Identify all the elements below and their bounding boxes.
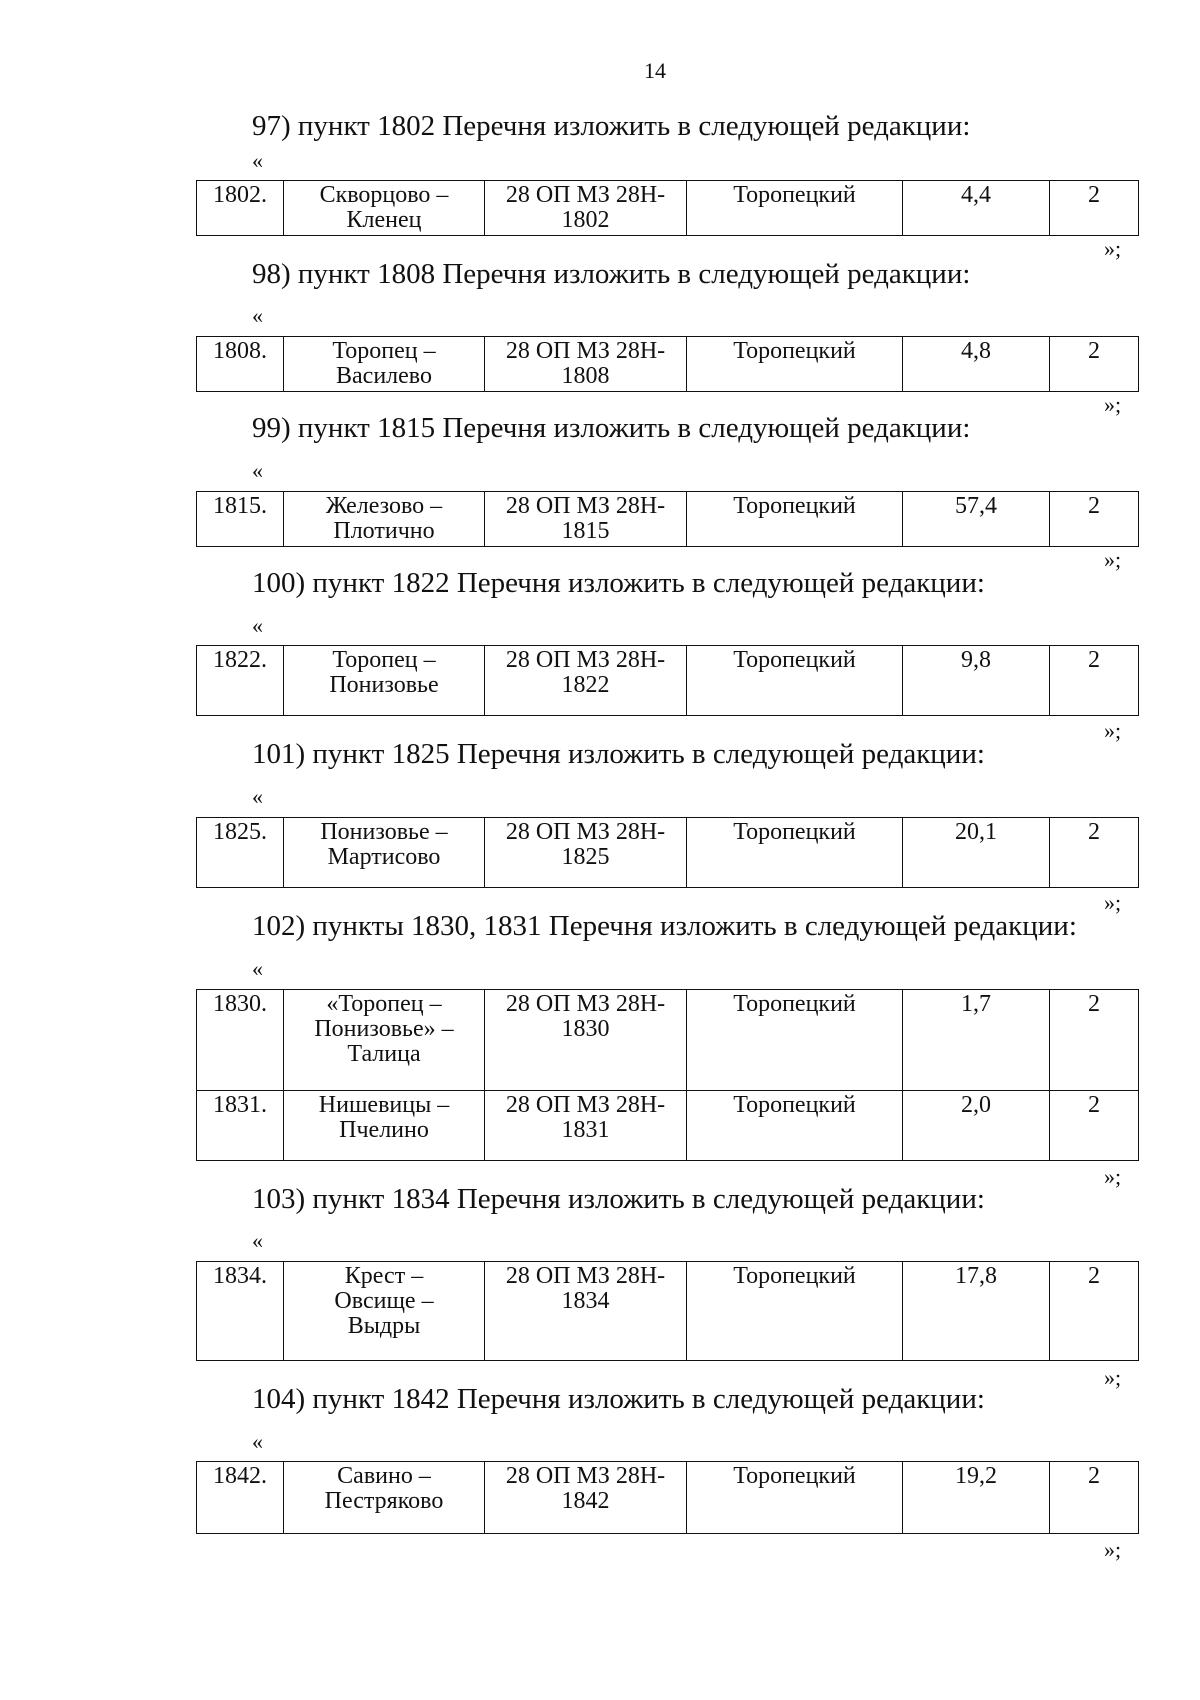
road-code-line: 1830 (561, 1016, 610, 1042)
road-name-line: Скворцово – (319, 182, 449, 208)
item-number-cell: 1825. (197, 818, 284, 888)
item-number-cell: 1802. (197, 181, 284, 236)
category-cell: 2 (1050, 181, 1139, 236)
road-name-line: Плотично (333, 518, 435, 544)
road-code-line: 1808 (561, 363, 610, 389)
amendment-heading: 97) пункт 1802 Перечня изложить в следующей редакции: (252, 110, 971, 142)
road-name-line: «Торопец – (326, 991, 442, 1017)
road-name-line: Крест – (344, 1263, 424, 1289)
category-cell: 2 (1050, 990, 1139, 1091)
closing-quote: »; (1104, 1164, 1122, 1189)
amendment-heading: 98) пункт 1808 Перечня изложить в следующей редакции: (252, 258, 971, 290)
page-number: 14 (644, 58, 666, 83)
entry-table (196, 491, 1139, 547)
category-cell: 2 (1050, 1462, 1139, 1534)
road-code-line: 1831 (561, 1117, 610, 1143)
amendment-heading: 99) пункт 1815 Перечня изложить в следующей редакции: (252, 412, 971, 444)
category-cell: 2 (1050, 818, 1139, 888)
amendment-heading: 103) пункт 1834 Перечня изложить в следующей редакции: (252, 1183, 985, 1215)
road-name-line: Понизовье» – (314, 1016, 454, 1042)
road-name-cell (284, 1091, 485, 1161)
road-code-line: 28 ОП МЗ 28Н- (505, 647, 666, 673)
closing-quote: »; (1104, 392, 1122, 417)
road-name-line: Нишевицы – (318, 1092, 450, 1118)
item-number-cell: 1830. (197, 990, 284, 1091)
closing-quote: »; (1104, 890, 1122, 915)
table-row (197, 990, 1139, 1091)
district-cell: Торопецкий (687, 1091, 903, 1161)
table-row (197, 1262, 1139, 1361)
road-code-line: 28 ОП МЗ 28Н- (505, 493, 666, 519)
opening-quote: « (252, 784, 263, 809)
district-cell: Торопецкий (687, 818, 903, 888)
amendment-heading: 104) пункт 1842 Перечня изложить в следующей редакции: (252, 1383, 985, 1415)
road-code-cell (485, 492, 687, 547)
entry-table (196, 817, 1139, 888)
road-code-line: 28 ОП МЗ 28Н- (505, 1463, 666, 1489)
road-code-line: 28 ОП МЗ 28Н- (505, 819, 666, 845)
road-name-cell (284, 492, 485, 547)
length-cell: 57,4 (903, 492, 1050, 547)
road-code-line: 1834 (561, 1288, 610, 1314)
item-number-cell: 1808. (197, 337, 284, 392)
road-code-line: 28 ОП МЗ 28Н- (505, 991, 666, 1017)
road-code-cell (485, 818, 687, 888)
length-cell: 20,1 (903, 818, 1050, 888)
opening-quote: « (252, 148, 263, 173)
district-cell: Торопецкий (687, 181, 903, 236)
district-cell: Торопецкий (687, 646, 903, 716)
road-name-line: Пестряково (324, 1488, 444, 1514)
district-cell: Торопецкий (687, 1462, 903, 1534)
road-name-cell (284, 646, 485, 716)
category-cell: 2 (1050, 337, 1139, 392)
road-code-line: 1802 (561, 207, 610, 233)
district-cell: Торопецкий (687, 990, 903, 1091)
length-cell: 9,8 (903, 646, 1050, 716)
category-cell: 2 (1050, 1262, 1139, 1361)
length-cell: 1,7 (903, 990, 1050, 1091)
road-name-line: Кленец (346, 207, 422, 233)
road-code-line: 1842 (561, 1488, 610, 1514)
road-code-cell (485, 646, 687, 716)
road-code-cell (485, 1262, 687, 1361)
item-number-cell: 1834. (197, 1262, 284, 1361)
opening-quote: « (252, 613, 263, 638)
item-number-cell: 1822. (197, 646, 284, 716)
road-name-line: Савино – (337, 1463, 431, 1489)
road-name-cell (284, 1262, 485, 1361)
table-row (197, 818, 1139, 888)
opening-quote: « (252, 1228, 263, 1253)
table-row (197, 1091, 1139, 1161)
amendment-heading: 101) пункт 1825 Перечня изложить в следующей редакции: (252, 738, 985, 770)
road-name-line: Овсище – (334, 1288, 434, 1314)
road-code-cell (485, 990, 687, 1091)
road-code-cell (485, 181, 687, 236)
road-name-line: Василево (336, 363, 432, 389)
length-cell: 19,2 (903, 1462, 1050, 1534)
category-cell: 2 (1050, 1091, 1139, 1161)
item-number-cell: 1831. (197, 1091, 284, 1161)
road-code-line: 1825 (561, 844, 610, 870)
road-code-line: 1815 (561, 518, 610, 544)
road-name-line: Талица (347, 1041, 421, 1067)
road-name-line: Торопец – (332, 338, 436, 364)
road-name-cell (284, 818, 485, 888)
table-row (197, 492, 1139, 547)
entry-table (196, 989, 1139, 1161)
category-cell: 2 (1050, 646, 1139, 716)
length-cell: 4,8 (903, 337, 1050, 392)
category-cell: 2 (1050, 492, 1139, 547)
road-code-cell (485, 337, 687, 392)
road-code-line: 28 ОП МЗ 28Н- (505, 338, 666, 364)
road-name-line: Выдры (347, 1313, 421, 1339)
district-cell: Торопецкий (687, 1262, 903, 1361)
length-cell: 2,0 (903, 1091, 1050, 1161)
opening-quote: « (252, 303, 263, 328)
road-code-line: 28 ОП МЗ 28Н- (505, 182, 666, 208)
road-name-cell (284, 337, 485, 392)
item-number-cell: 1815. (197, 492, 284, 547)
road-name-line: Мартисово (327, 844, 441, 870)
road-name-line: Железово – (325, 493, 443, 519)
district-cell: Торопецкий (687, 337, 903, 392)
road-code-line: 1822 (561, 672, 610, 698)
entry-table (196, 1261, 1139, 1361)
opening-quote: « (252, 956, 263, 981)
opening-quote: « (252, 458, 263, 483)
road-name-cell (284, 1462, 485, 1534)
entry-table (196, 336, 1139, 392)
amendment-heading: 102) пункты 1830, 1831 Перечня изложить в следующей редакции: (252, 910, 1077, 942)
length-cell: 17,8 (903, 1262, 1050, 1361)
length-cell: 4,4 (903, 181, 1050, 236)
road-name-cell (284, 181, 485, 236)
table-row (197, 337, 1139, 392)
closing-quote: »; (1104, 718, 1122, 743)
road-code-line: 28 ОП МЗ 28Н- (505, 1263, 666, 1289)
table-row (197, 1462, 1139, 1534)
road-code-cell (485, 1091, 687, 1161)
road-code-cell (485, 1462, 687, 1534)
closing-quote: »; (1104, 1537, 1122, 1562)
entry-table (196, 1461, 1139, 1534)
closing-quote: »; (1104, 1365, 1122, 1390)
table-row (197, 181, 1139, 236)
opening-quote: « (252, 1429, 263, 1454)
road-name-line: Торопец – (332, 647, 436, 673)
road-name-line: Пчелино (339, 1117, 429, 1143)
entry-table (196, 645, 1139, 716)
district-cell: Торопецкий (687, 492, 903, 547)
item-number-cell: 1842. (197, 1462, 284, 1534)
closing-quote: »; (1104, 547, 1122, 572)
entry-table (196, 180, 1139, 236)
amendment-heading: 100) пункт 1822 Перечня изложить в следующей редакции: (252, 567, 985, 599)
road-name-line: Понизовье – (320, 819, 448, 845)
road-name-cell (284, 990, 485, 1091)
road-code-line: 28 ОП МЗ 28Н- (505, 1092, 666, 1118)
closing-quote: »; (1104, 236, 1122, 261)
road-name-line: Понизовье (329, 672, 439, 698)
table-row (197, 646, 1139, 716)
